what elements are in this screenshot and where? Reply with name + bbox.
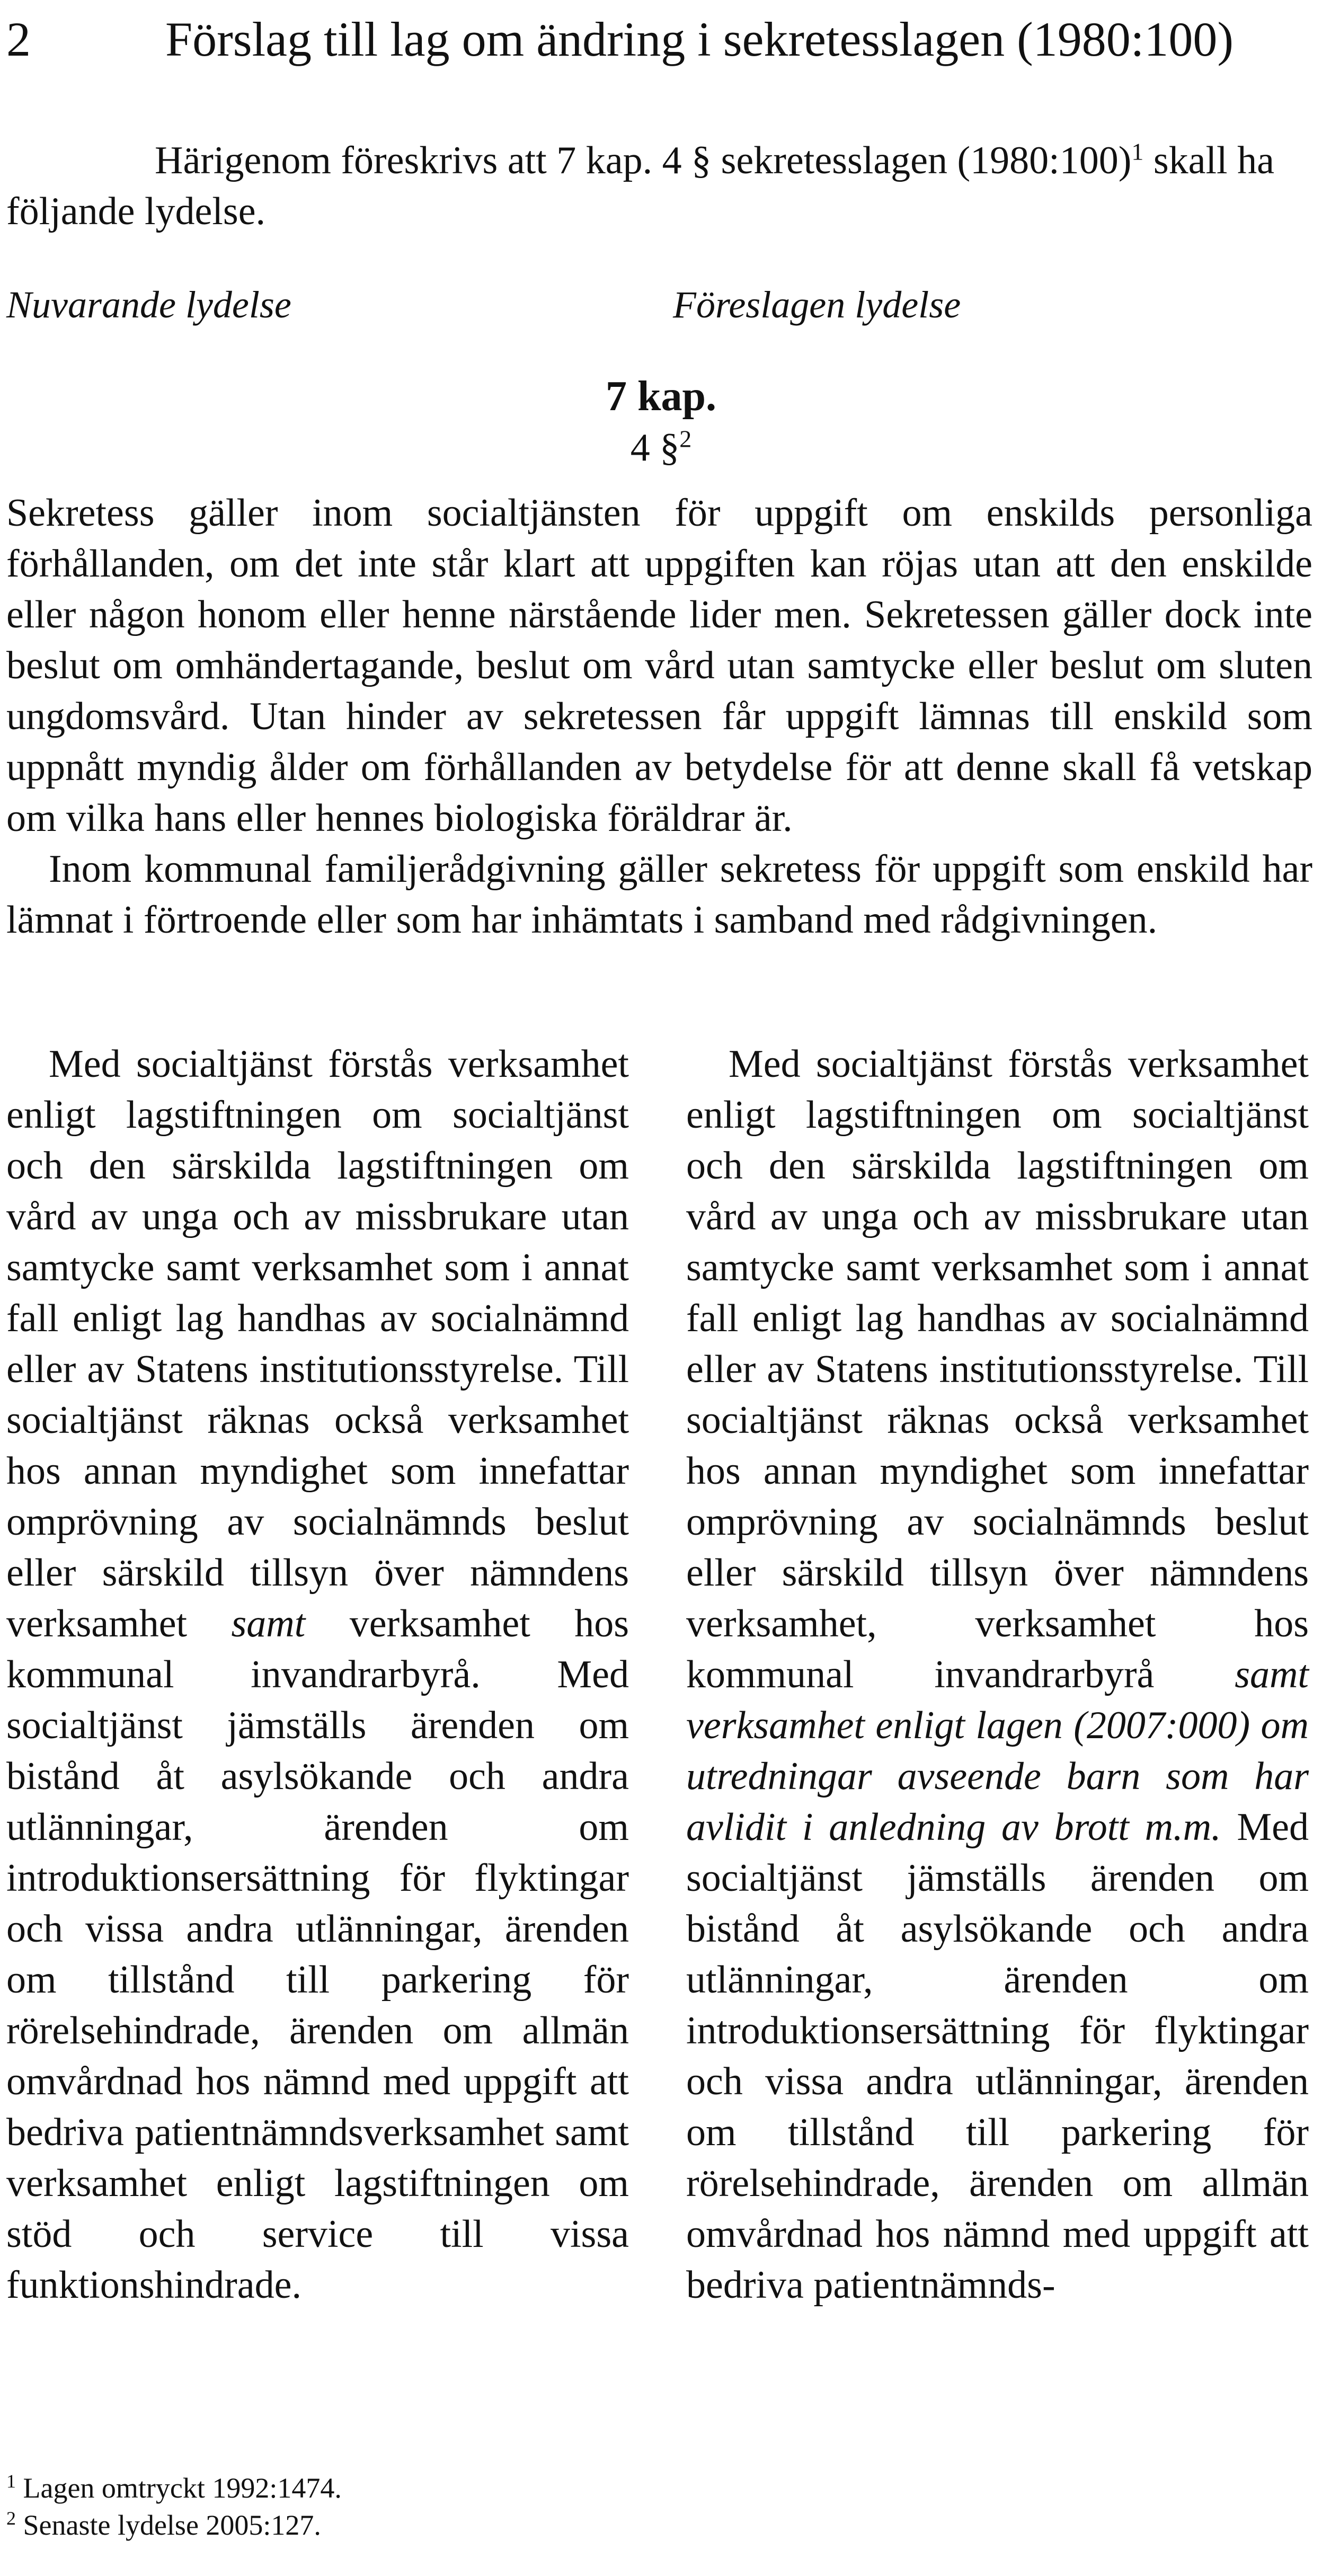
footnote-1 — [6, 2469, 1066, 2507]
chapter-label: 7 kap. — [606, 373, 716, 420]
footnote-2-text: Senaste lydelse 2005:127. — [23, 2509, 321, 2541]
proposed-wording-column — [686, 1039, 1309, 2311]
current-wording-column — [6, 1039, 629, 2311]
footnote-ref-1: 1 — [1131, 138, 1144, 165]
footnote-2 — [6, 2507, 1066, 2544]
footnote-2-mark: 2 — [6, 2508, 16, 2529]
paragraph-number: 4 § — [630, 426, 680, 470]
footnote-ref-2: 2 — [679, 425, 692, 453]
intro-paragraph — [6, 135, 1315, 237]
proposed-text-part2: Med socialtjänst jämställs ärenden om bistånd åt asylsökande och andra utlänningar, ärenden om introduktionsersättning för flyktingar och vissa andra utlänningar, ärenden om tillstånd till parkering för rörelsehindrade, ärenden om allmän omvårdnad hos nämnd med uppgift att bedriva patientnämnds- — [686, 1805, 1309, 2307]
proposed-text-part1: Med socialtjänst förstås verksamhet enligt lagstiftningen om socialtjänst och den särskilda lagstiftningen om vård av unga och av missbrukare utan samtycke samt verksamhet som i annat fall enligt lag handhas av socialnämnd eller av Statens institutionsstyrelse. Till socialtjänst räknas också verksamhet hos annan myndighet som innefattar omprövning av socialnämnds beslut eller särskild tillsyn över nämndens verksamhet, verksamhet hos kommunal invandrarbyrå — [686, 1042, 1309, 1696]
proposed-italic-text: samt verksamhet enligt lagen (2007:000) om utredningar avseende barn som har avlidit i anledning av brott m.m. — [686, 1653, 1309, 1849]
footnotes — [6, 2469, 1066, 2544]
body-paragraph-2: Inom kommunal familjerådgivning gäller sekretess för uppgift som enskild har lämnat i förtroende eller som har inhämtats i samband med rådgivningen. — [6, 847, 1312, 942]
current-text-part1: Med socialtjänst förstås verksamhet enligt lagstiftningen om socialtjänst och den särskilda lagstiftningen om vård av unga och av missbrukare utan samtycke samt verksamhet som i annat fall enligt lag handhas av socialnämnd eller av Statens institutionsstyrelse. Till socialtjänst räknas också verksamhet hos annan myndighet som innefattar omprövning av socialnämnds beslut eller särskild tillsyn över nämndens verksamhet — [6, 1042, 629, 1645]
current-wording-heading: Nuvarande lydelse — [6, 284, 291, 326]
current-italic-text: samt — [231, 1602, 306, 1645]
paragraph-label — [0, 424, 1322, 472]
footnote-1-text: Lagen omtryckt 1992:1474. — [23, 2472, 342, 2504]
proposed-wording-heading: Föreslagen lydelse — [673, 284, 961, 326]
full-width-text — [6, 488, 1312, 945]
footnote-1-mark: 1 — [6, 2471, 16, 2492]
body-paragraph-1: Sekretess gäller inom socialtjänsten för uppgift om enskilds personliga förhållanden, om det inte står klart att uppgiften kan röjas utan att den enskilde eller någon honom eller henne närstående lider men. Sekretessen gäller dock inte beslut om omhändertagande, beslut om vård utan samtycke eller beslut om sluten ungdomsvård. Utan hinder av sekretessen får uppgift lämnas till enskild som uppnått myndig ålder om förhållanden av betydelse för att denne skall få vetskap om vilka hans eller hennes biologiska föräldrar är. — [6, 491, 1312, 840]
section-title: Förslag till lag om ändring i sekretesslagen (1980:100) — [165, 12, 1234, 66]
intro-text-end: skall ha följande lydelse. — [6, 139, 1274, 233]
intro-text: Härigenom föreskrivs att 7 kap. 4 § sekretesslagen (1980:100) — [155, 139, 1132, 182]
current-text-part2: verksamhet hos kommunal invandrarbyrå. Med socialtjänst jämställs ärenden om bistånd åt asylsökande och andra utlänningar, ärenden om introduktionsersättning för flyktingar och vissa andra utlänningar, ärenden om tillstånd till parkering för rörelsehindrade, ärenden om allmän omvårdnad hos nämnd med uppgift att bedriva patientnämndsverksamhet samt verksamhet enligt lagstiftningen om stöd och service till vissa funktionshindrade. — [6, 1602, 629, 2307]
section-number: 2 — [6, 12, 31, 66]
